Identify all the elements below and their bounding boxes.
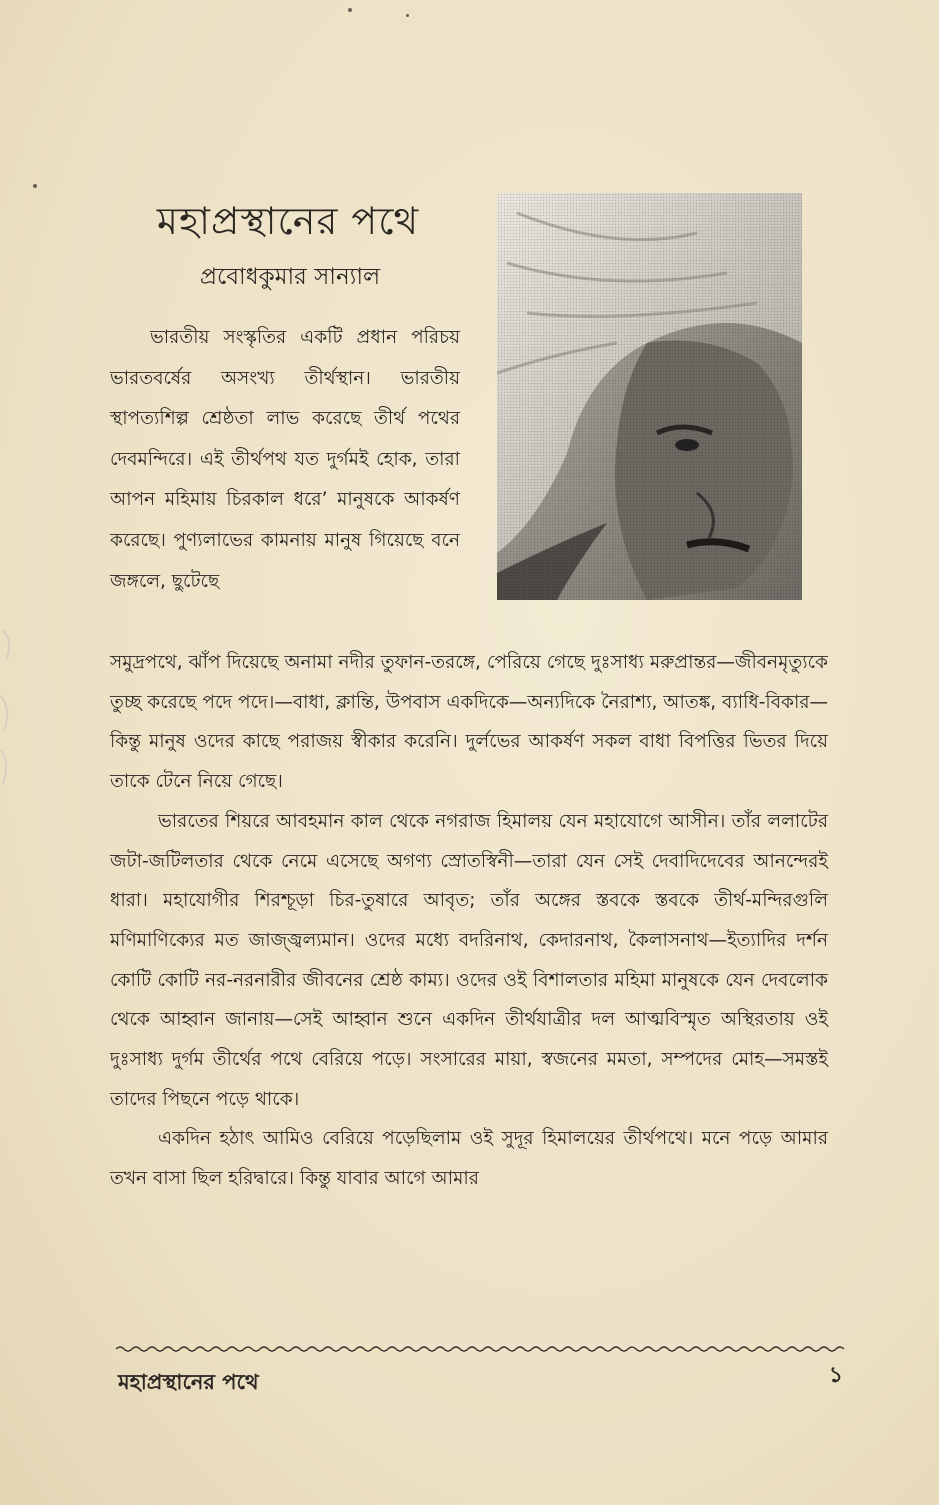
paper-speck [348, 8, 352, 12]
paragraph-2: ভারতের শিয়রে আবহমান কাল থেকে নগরাজ হিমালয় যেন মহাযোগে আসীন। তাঁর ললাটের জটা-জটিলতার থেকে নেমে এসেছে অগণ্য স্রোতস্বিনী—তারা যেন সেই দেবাদিদেবের আনন্দেরই ধারা। মহাযোগীর শিরশ্চূড়া চির-তুষারে আবৃত; তাঁর অঙ্গের স্তবকে স্তবকে তীর্থ-মন্দিরগুলি মণিমাণিক্যের মত জাজ্জ্বল্যমান। ওদের মধ্যে বদরিনাথ, কেদারনাথ, কৈলাসনাথ—ইত্যাদির দর্শন কোটি কোটি নর-নরনারীর জীবনের শ্রেষ্ঠ কাম্য। ওদের ওই বিশালতার মহিমা মানুষকে যেন দেবলোক থেকে আহ্বান জানায়—সেই আহ্বান শুনে একদিন তীর্থযাত্রীর দল আত্মবিস্মৃত অস্থিরতায় ওই দুঃসাধ্য দুর্গম তীর্থের পথে বেরিয়ে পড়ে। সংসারের মায়া, স্বজনের মমতা, সম্পদের মোহ—সমস্তই তাদের পিছনে পড়ে থাকে। [110, 810, 828, 1110]
paragraph-3: একদিন হঠাৎ আমিও বেরিয়ে পড়েছিলাম ওই সুদূর হিমালয়ের তীর্থপথে। মনে পড়ে আমার তখন বাসা ছিল হরিদ্বারে। কিন্তু যাবার আগে আমার [110, 1128, 828, 1190]
author-portrait [497, 193, 802, 600]
paper-speck [33, 184, 37, 188]
article-author: প্রবোধকুমার সান্যাল [199, 264, 381, 290]
page-number: ১ [828, 1363, 843, 1388]
paragraph-1-narrow: ভারতীয় সংস্কৃতির একটি প্রধান পরিচয় ভারতবর্ষের অসংখ্য তীর্থস্থান। ভারতীয় স্থাপত্যশিল্প শ্রেষ্ঠতা লাভ করেছে তীর্থ পথের দেবমন্দিরে। এই তীর্থপথ যত দুর্গমই হোক, তারা আপন মহিমায় চিরকাল ধরে’ মানুষকে আকর্ষণ করেছে। পুণ্যলাভের কামনায় মানুষ গিয়েছে বনে জঙ্গলে, ছুটেছে [110, 327, 460, 592]
running-footer-title: মহাপ্রস্থানের পথে [118, 1370, 259, 1394]
footer-wavy-rule [116, 1345, 844, 1353]
binding-thread [0, 600, 30, 800]
article-body [110, 643, 828, 1199]
paragraph-1-continued: সমুদ্রপথে, ঝাঁপ দিয়েছে অনামা নদীর তুফান-তরঙ্গে, পেরিয়ে গেছে দুঃসাধ্য মরুপ্রান্তর—জীবনমৃত্যুকে তুচ্ছ করেছে পদে পদে।—বাধা, ক্লান্তি, উপবাস একদিকে—অন্যদিকে নৈরাশ্য, আতঙ্ক, ব্যাধি-বিকার—কিন্তু মানুষ ওদের কাছে পরাজয় স্বীকার করেনি। দুর্লভের আকর্ষণ সকল বাধা বিপত্তির ভিতর দিয়ে তাকে টেনে নিয়ে গেছে। [110, 652, 828, 793]
paper-speck [406, 14, 409, 17]
article-title: মহাপ্রস্থানের পথে [156, 199, 420, 243]
